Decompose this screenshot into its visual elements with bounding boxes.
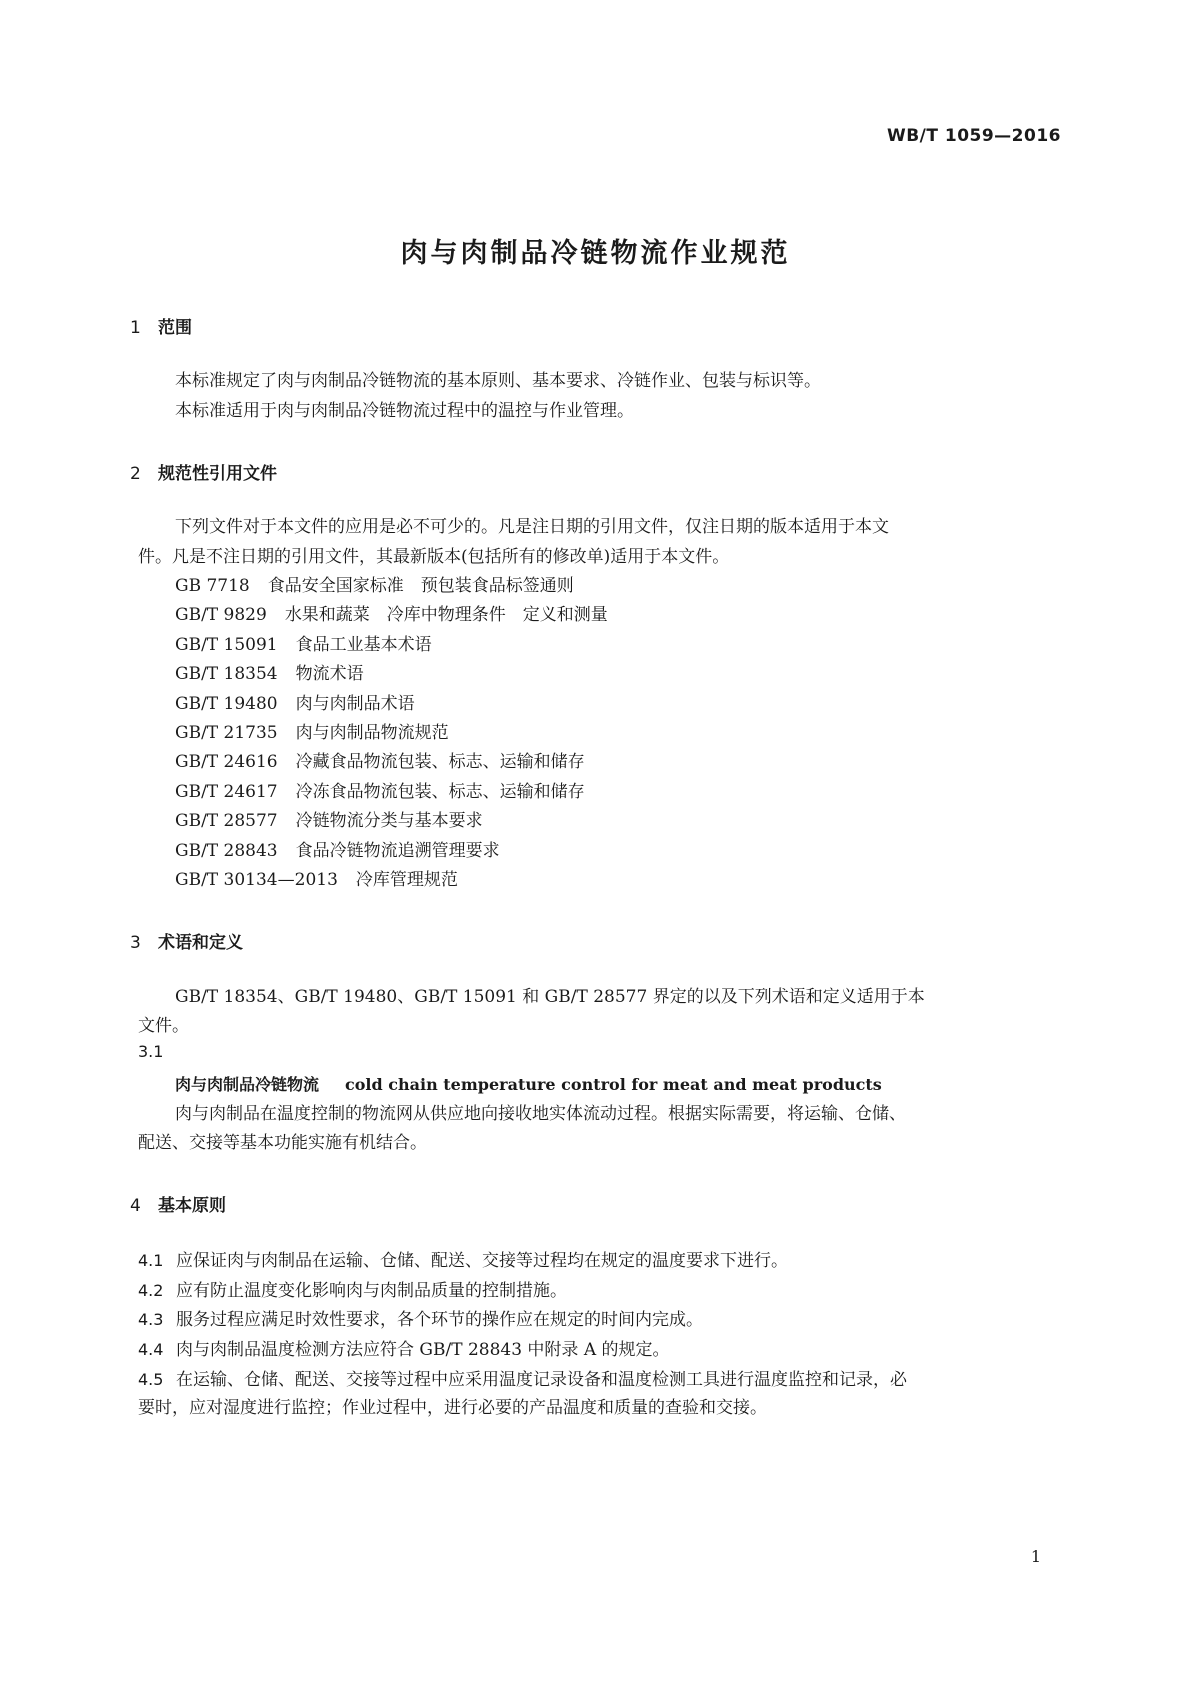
reference-item	[175, 777, 585, 808]
clause-text: 应保证肉与肉制品在运输、仓储、配送、交接等过程均在规定的温度要求下进行。	[176, 1251, 788, 1271]
term-definition-line: 肉与肉制品在温度控制的物流网从供应地向接收地实体流动过程。根据实际需要，将运输、仓储、	[175, 1104, 906, 1124]
reference-title: 肉与肉制品术语	[295, 694, 415, 714]
reference-code: GB 7718	[175, 576, 250, 596]
reference-item	[175, 571, 574, 602]
term-heading	[175, 1072, 882, 1095]
clause-number: 4.2	[138, 1281, 164, 1300]
reference-item	[175, 659, 364, 690]
section-4-heading	[130, 1191, 226, 1216]
reference-item	[175, 600, 608, 631]
reference-item	[175, 806, 483, 837]
clause	[138, 1334, 670, 1366]
reference-item	[175, 836, 500, 867]
clause	[138, 1364, 907, 1396]
reference-title: 冷库管理规范	[355, 870, 458, 890]
clause-continuation: 要时，应对湿度进行监控；作业过程中，进行必要的产品温度和质量的查验和交接。	[138, 1398, 767, 1418]
section-title: 基本原则	[158, 1196, 226, 1216]
section-title: 规范性引用文件	[158, 464, 277, 484]
reference-title: 冷链物流分类与基本要求	[295, 811, 483, 831]
reference-item	[175, 865, 458, 896]
paragraph: 本标准适用于肉与肉制品冷链物流过程中的温控与作业管理。	[175, 401, 634, 421]
reference-code: GB/T 21735	[175, 723, 278, 743]
clause-number: 4.3	[138, 1310, 164, 1329]
section-1-heading	[130, 313, 192, 338]
reference-code: GB/T 24617	[175, 782, 278, 802]
term-definition-line: 配送、交接等基本功能实施有机结合。	[138, 1133, 427, 1153]
clause	[138, 1245, 788, 1277]
reference-item	[175, 630, 432, 661]
clause-text: 应有防止温度变化影响肉与肉制品质量的控制措施。	[176, 1281, 567, 1301]
paragraph-line: GB/T 18354、GB/T 19480、GB/T 15091 和 GB/T 28577 界定的以及下列术语和定义适用于本	[175, 987, 925, 1007]
section-number: 4	[130, 1196, 141, 1216]
reference-code: GB/T 24616	[175, 752, 278, 772]
reference-code: GB/T 9829	[175, 605, 267, 625]
clause	[138, 1304, 703, 1336]
reference-item	[175, 747, 585, 778]
section-2-heading	[130, 459, 277, 484]
clause-number: 4.4	[138, 1340, 164, 1359]
reference-title: 食品冷链物流追溯管理要求	[295, 841, 500, 861]
clause-text: 肉与肉制品温度检测方法应符合 GB/T 28843 中附录 A 的规定。	[176, 1340, 670, 1360]
reference-code: GB/T 28577	[175, 811, 278, 831]
section-3-heading	[130, 928, 243, 953]
reference-title: 食品安全国家标准 预包装食品标签通则	[267, 576, 574, 596]
clause-number: 4.5	[138, 1370, 164, 1389]
clause-text: 服务过程应满足时效性要求，各个环节的操作应在规定的时间内完成。	[176, 1310, 703, 1330]
reference-code: GB/T 28843	[175, 841, 278, 861]
reference-title: 肉与肉制品物流规范	[295, 723, 449, 743]
section-title: 范围	[158, 318, 192, 338]
section-number: 3	[130, 933, 141, 953]
reference-title: 冷藏食品物流包装、标志、运输和储存	[295, 752, 585, 772]
reference-code: GB/T 30134—2013	[175, 870, 338, 890]
section-number: 2	[130, 464, 141, 484]
clause-text: 在运输、仓储、配送、交接等过程中应采用温度记录设备和温度检测工具进行温度监控和记录，必	[176, 1370, 907, 1390]
document-title: 肉与肉制品冷链物流作业规范	[400, 238, 791, 269]
page-number: 1	[1030, 1547, 1041, 1566]
standard-code: WB/T 1059—2016	[886, 126, 1061, 146]
reference-code: GB/T 15091	[175, 635, 278, 655]
term-number: 3.1	[138, 1042, 164, 1061]
clause	[138, 1275, 567, 1307]
reference-title: 冷冻食品物流包装、标志、运输和储存	[295, 782, 585, 802]
term-name-en: cold chain temperature control for meat and meat products	[345, 1075, 882, 1094]
paragraph: 本标准规定了肉与肉制品冷链物流的基本原则、基本要求、冷链作业、包装与标识等。	[175, 371, 821, 391]
clause-number: 4.1	[138, 1251, 164, 1270]
reference-code: GB/T 18354	[175, 664, 278, 684]
paragraph-line: 下列文件对于本文件的应用是必不可少的。凡是注日期的引用文件，仅注日期的版本适用于本文	[175, 517, 889, 537]
term-name-cn: 肉与肉制品冷链物流	[175, 1075, 320, 1094]
reference-code: GB/T 19480	[175, 694, 278, 714]
paragraph-line: 文件。	[138, 1016, 189, 1036]
reference-item	[175, 718, 449, 749]
reference-title: 物流术语	[295, 664, 364, 684]
reference-title: 食品工业基本术语	[295, 635, 432, 655]
reference-item	[175, 689, 415, 720]
paragraph-line: 件。凡是不注日期的引用文件，其最新版本(包括所有的修改单)适用于本文件。	[138, 547, 730, 567]
reference-title: 水果和蔬菜 冷库中物理条件 定义和测量	[284, 605, 608, 625]
section-number: 1	[130, 318, 141, 338]
section-title: 术语和定义	[158, 933, 243, 953]
